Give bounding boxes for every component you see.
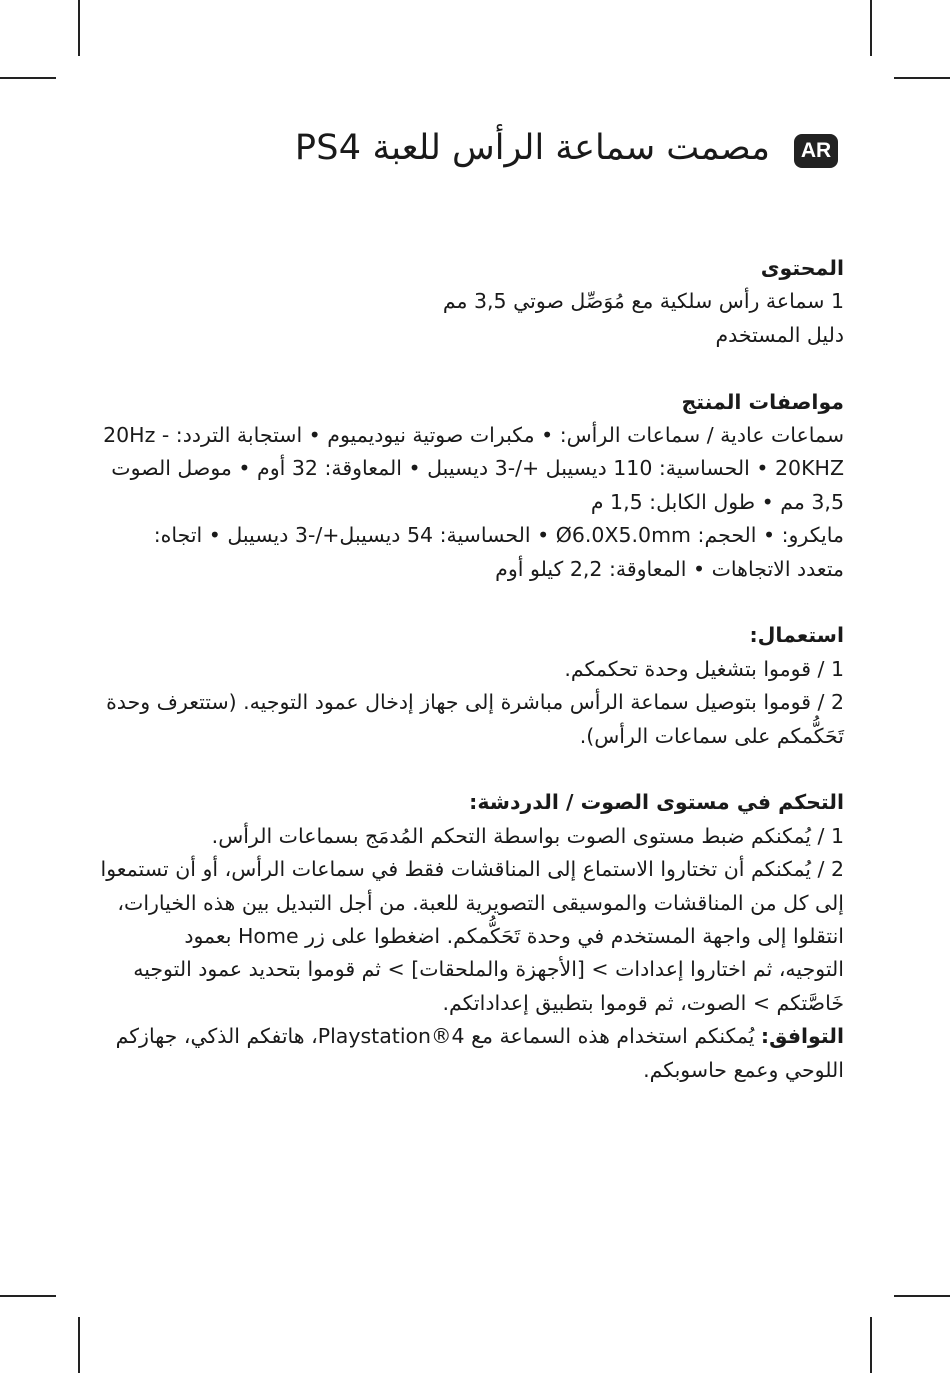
crop-mark [78,1317,80,1373]
text-line: انتقلوا إلى واجهة المستخدم في وحدة تَحَكُّمكم. اضغطوا على زر Home بعمود [184,924,844,949]
volume-section [100,786,844,1087]
crop-mark [78,0,80,56]
text-line: سماعات عادية / سماعات الرأس: • مكبرات صوتية نيوديميوم • استجابة التردد: - 20Hz [103,423,844,448]
text-line: 1 / يُمكنكم ضبط مستوى الصوت بواسطة التحكم المُدمَج بسماعات الرأس. [211,823,844,848]
document-body [100,252,844,1121]
text-line: دليل المستخدم [715,322,844,347]
crop-mark [870,1317,872,1373]
crop-mark [0,77,56,79]
crop-mark [894,1295,950,1297]
section-heading: استعمال: [749,623,844,648]
specs-section [104,386,844,586]
text-line: إلى كل من المناقشات والموسيقى التصويرية للعبة. من أجل التبديل بين هذه الخيارات، [117,890,844,915]
text-line: متعدد الاتجاهات • المعاوقة: 2,2 كيلو أوم [495,556,844,581]
text-line: 2 / يُمكنكم أن تختاروا الاستماع إلى المناقشات فقط في سماعات الرأس، أو أن تستمعوا [100,857,844,882]
section-heading: التحكم في مستوى الصوت / الدردشة: [469,790,844,815]
text-line: 1 / قوموا بتشغيل وحدة تحكمكم. [564,656,844,681]
compatibility-line [104,1020,844,1053]
text-line: اللوحي وعمع حاسوبكم. [643,1057,844,1082]
crop-mark [870,0,872,56]
text-line: تَحَكُّمكم على سماعات الرأس). [579,723,844,748]
text-line: خَاصَّتكم > الصوت، ثم قوموا بتطبيق إعداداتكم. [442,990,844,1015]
crop-mark [0,1295,56,1297]
text-line: 2 / قوموا بتوصيل سماعة الرأس مباشرة إلى جهاز إدخال عمود التوجيه. (ستتعرف وحدة [106,690,844,715]
crop-mark [894,77,950,79]
text-line: التوجيه، ثم اختاروا إعدادات > [الأجهزة والملحقات] > ثم قوموا بتحديد عمود التوجيه [133,957,844,982]
page-title: مصمت سماعة الرأس للعبة PS4 [294,128,770,168]
compatibility-label: التوافق: [760,1024,844,1049]
text-line: 3,5 مم • طول الكابل: 1,5 م [590,489,844,514]
text-line: مايكرو: • الحجم: Ø6.0X5.0mm • الحساسية: 54 ديسيبل+/-3 ديسيبل • اتجاه: [153,523,844,548]
language-badge: AR [794,134,838,168]
text-line: 20KHZ • الحساسية: 110 ديسيبل +/-3 ديسيبل • المعاوقة: 32 أوم • موصل الصوت [111,456,844,481]
text-line: 1 سماعة رأس سلكية مع مُوَصِّل صوتي 3,5 مم [442,289,844,314]
contents-section [104,252,844,352]
usage-section [104,619,844,753]
compatibility-text: يُمكنكم استخدام هذه السماعة مع Playstation®4، هاتفكم الذكي، جهازكم [115,1024,761,1049]
section-heading: مواصفات المنتج [681,389,844,414]
section-heading: المحتوى [760,256,844,280]
